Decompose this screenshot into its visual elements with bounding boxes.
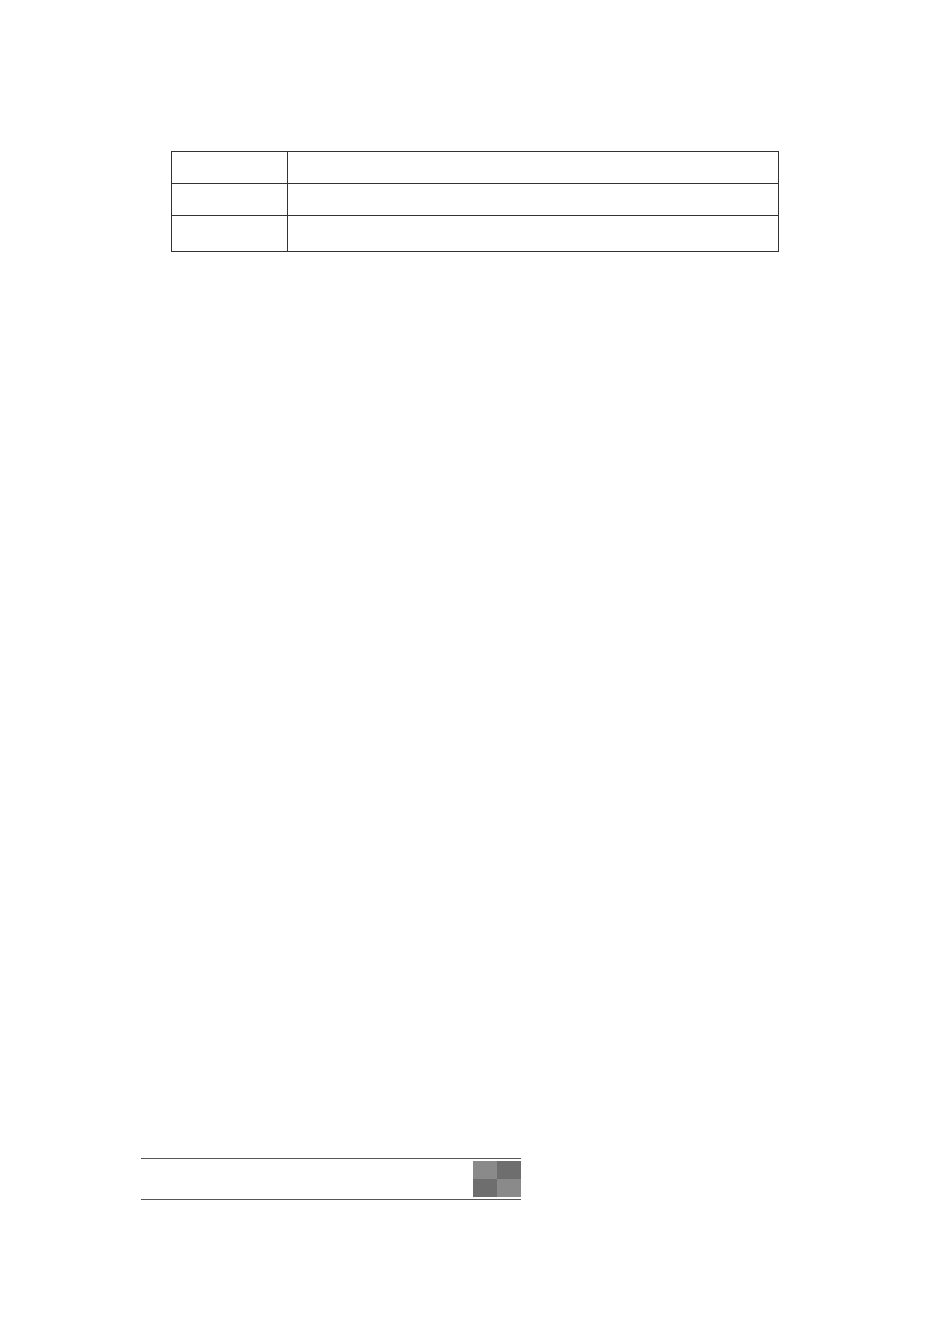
method-table [171, 151, 779, 252]
badge-char [497, 1161, 521, 1179]
badge-char [497, 1179, 521, 1197]
training-question-1 [141, 337, 813, 368]
document-body [141, 118, 813, 494]
tidian-line [141, 431, 813, 462]
note-paragraph [141, 274, 813, 305]
training-heading [141, 306, 813, 337]
badge-char [473, 1161, 497, 1179]
explore-badge [473, 1161, 521, 1197]
method-name [172, 184, 288, 216]
table-row [172, 184, 779, 216]
reflection-heading [141, 118, 813, 149]
method-name [172, 216, 288, 252]
badge-char [473, 1179, 497, 1197]
kaodian-line [141, 400, 813, 431]
solution-paragraph-1 [141, 463, 813, 494]
method-name [172, 152, 288, 184]
section-title [141, 1168, 159, 1186]
section-header [141, 1158, 521, 1200]
table-row [172, 216, 779, 252]
training-question-2 [141, 369, 813, 400]
table-row [172, 152, 779, 184]
method-desc [288, 152, 779, 184]
method-desc [288, 184, 779, 216]
method-desc [288, 216, 779, 252]
